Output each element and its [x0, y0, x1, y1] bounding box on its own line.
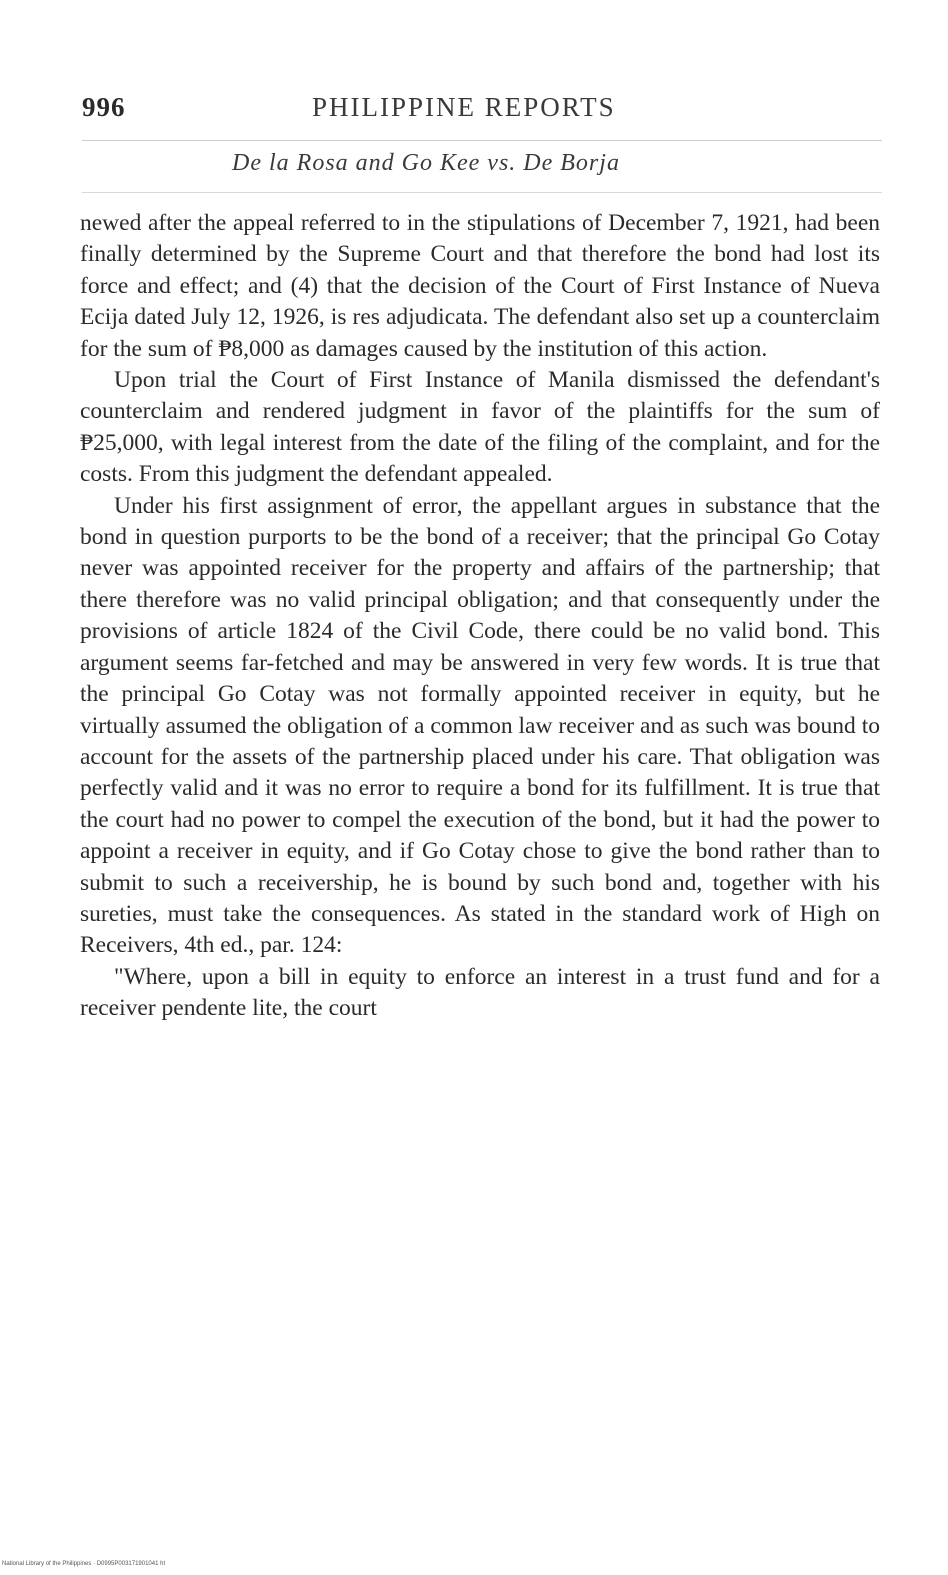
footer-note: National Library of the Philippines · D0995P003171901041 ht [2, 1561, 166, 1567]
page-header [82, 92, 882, 142]
case-title-rule [82, 192, 882, 193]
paragraph-continued: newed after the appeal referred to in the stipulations of December 7, 1921, had been finally determined by the Supreme Court and that therefore the bond had lost its force and effect; and (4) that the decision of the Court of First Instance of Nueva Ecija dated July 12, 1926, is res adjudicata. The defendant also set up a counterclaim for the sum of ₱8,000 as damages caused by the institution of this action. [80, 210, 880, 362]
running-title: PHILIPPINE REPORTS [312, 92, 616, 122]
paragraph-first-assignment: Under his first assignment of error, the appellant argues in substance that the bond in question purports to be the bond of a receiver; that the principal Go Cotay never was appointed receiver for the property and affairs of the partnership; that there therefore was no valid principal obligation; and that consequently under the provisions of article 1824 of the Civil Code, there could be no valid bond. This argument seems far-fetched and may be answered in very few words. It is true that the principal Go Cotay was not formally appointed receiver in equity, but he virtually assumed the obligation of a common law receiver and as such was bound to account for the assets of the partnership placed under his care. That obligation was perfectly valid and it was no error to require a bond for its fulfillment. It is true that the court had no power to compel the execution of the bond, but it had the power to appoint a receiver in equity, and if Go Cotay chose to give the bond rather than to submit to such a receivership, he is bound by such bond and, together with his sureties, must take the consequences. As stated in the standard work of High on Receivers, 4th ed., par. 124: [80, 492, 880, 959]
paragraph-trial: Upon trial the Court of First Instance of Manila dismissed the defendant's counterclaim and rendered judgment in favor of the plaintiffs for the sum of ₱25,000, with legal interest from the date of the filing of the complaint, and for the costs. From this judgment the defendant appealed. [80, 367, 880, 488]
body-text [80, 208, 880, 1025]
page-number: 996 [82, 92, 126, 122]
case-title: De la Rosa and Go Kee vs. De Borja [232, 150, 620, 176]
paragraph-quotation: "Where, upon a bill in equity to enforce an interest in a trust fund and for a receiver pendente lite, the court [80, 963, 880, 1022]
header-rule [82, 140, 882, 141]
